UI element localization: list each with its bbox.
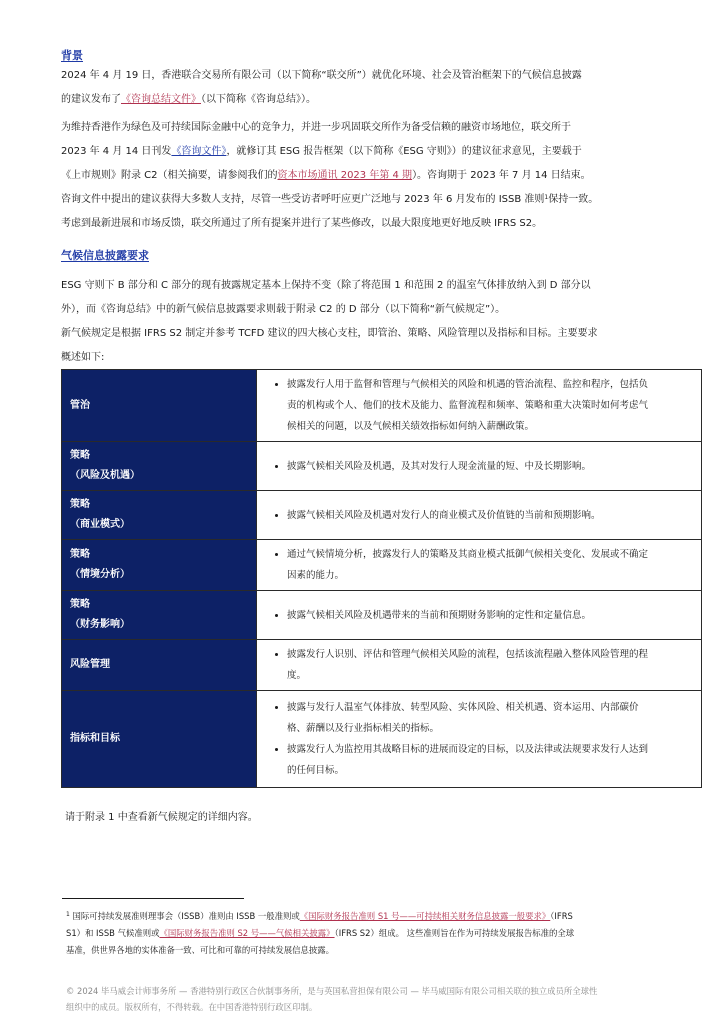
text-span: （IFRS S2）组成。 这些准则旨在作为可持续发展报告标准的全球 xyxy=(334,928,575,938)
pillar-label: 策略 xyxy=(70,450,90,461)
pillar-label-cell xyxy=(62,540,257,591)
capital-markets-newsletter-link[interactable]: 资本市场通讯 2023 年第 4 期 xyxy=(277,170,413,181)
text-line xyxy=(66,925,696,942)
requirement-text-line: 责的机构或个人、他们的技术及能力、监督流程和频率、策略和重大决策时如何考虑气 xyxy=(287,400,649,411)
requirement-text-line: 候相关的问题，以及气候相关绩效指标如何纳入薪酬政策。 xyxy=(287,421,535,432)
requirement-cell xyxy=(257,442,702,491)
pillar-label: 策略 xyxy=(70,549,90,560)
text-line: 2024 年 4 月 19 日，香港联合交易所有限公司（以下简称“联交所”）就优化环境、社会及管治框架下的气候信息披露 xyxy=(61,70,582,81)
text-span: ，就修订其 ESG 报告框架（以下简称《ESG 守则》）的建议征求意见，主要载于 xyxy=(226,146,582,157)
ifrs-s2-link[interactable]: 《国际财务报告准则 S2 号——气候相关披露》 xyxy=(159,928,335,938)
table-row xyxy=(62,442,702,491)
pillar-label-cell xyxy=(62,640,257,691)
requirement-text-line: • 披露发行人为监控用其战略目标的进展而设定的目标，以及法律或法规要求发行人达到 xyxy=(287,744,649,755)
requirement-text-line: • 披露发行人用于监督和管理与气候相关的风险和机遇的管治流程、监控和程序，包括负 xyxy=(287,379,649,390)
footnote-divider xyxy=(62,898,244,899)
requirement-cell xyxy=(257,540,702,591)
requirement-text-line: 因素的能力。 xyxy=(287,570,345,581)
text-line xyxy=(61,88,701,112)
text-line: 新气候规定是根据 IFRS S2 制定并参考 TCFD 建议的四大核心支柱，即管治、策略、风险管理以及指标和目标。主要要求 xyxy=(61,328,598,339)
table-row xyxy=(62,691,702,788)
consultation-conclusions-link[interactable]: 《咨询总结文件》 xyxy=(121,94,201,105)
requirement-cell xyxy=(257,591,702,640)
requirement-text-line: 格、薪酬以及行业指标相关的指标。 xyxy=(287,723,440,734)
list-item xyxy=(287,605,687,626)
text-span: 《上市规则》附录 C2（相关摘要，请参阅我们的 xyxy=(61,170,278,181)
text-line: ESG 守则下 B 部分和 C 部分的现有披露规定基本上保持不变（除了将范围 1 和范围 2 的温室气体排放纳入到 D 部分以 xyxy=(61,280,591,291)
text-line: 考虑到最新进展和市场反馈，联交所通过了所有提案并进行了某些修改，以最大限度地更好地反映 IFRS S2。 xyxy=(61,218,543,229)
appendix-note: 请于附录 1 中查看新气候规定的详细内容。 xyxy=(65,812,258,823)
requirement-text-line: • 披露气候相关风险及机遇，及其对发行人现金流量的短、中及长期影响。 xyxy=(287,460,592,472)
pillar-label: 管治 xyxy=(70,399,90,411)
pillar-sublabel: （风险及机遇） xyxy=(70,470,140,481)
footer-line: © 2024 毕马威会计师事务所 — 香港特别行政区合伙制事务所，是与英国私营担保有限公司 — 毕马威国际有限公司相关联的独立成员所全球性 xyxy=(66,986,598,996)
ifrs-s1-link[interactable]: 《国际财务报告准则 S1 号——可持续相关财务信息披露一般要求》 xyxy=(299,911,551,921)
text-span: S1）和 ISSB 气候准则或 xyxy=(66,928,160,938)
requirement-text-line: • 披露气候相关风险及机遇带来的当前和预期财务影响的定性和定量信息。 xyxy=(287,609,592,621)
list-item xyxy=(287,456,687,477)
text-span: 咨询文件中提出的建议获得大多数人支持，尽管一些受访者呼吁应更广泛地与 2023 年 6 月发布的 ISSB 准则 xyxy=(61,194,545,205)
text-span: 2023 年 4 月 14 日刊发 xyxy=(61,146,172,157)
text-line xyxy=(61,140,701,164)
list-item xyxy=(287,544,687,586)
requirement-list xyxy=(271,605,687,626)
climate-paragraph-2 xyxy=(61,322,701,370)
text-line: 概述如下: xyxy=(61,352,105,363)
requirement-text-line: • 通过气候情境分析，披露发行人的策略及其商业模式抵御气候相关变化、发展或不确定 xyxy=(287,549,649,560)
pillar-label-cell xyxy=(62,591,257,640)
footnote xyxy=(66,908,696,959)
text-span: ）。咨询期于 2023 年 7 月 14 日结束。 xyxy=(412,170,591,181)
pillar-sublabel: （情境分析） xyxy=(70,569,130,580)
requirement-list xyxy=(271,697,687,781)
table-row xyxy=(62,540,702,591)
requirement-list xyxy=(271,544,687,586)
requirement-list xyxy=(271,505,687,526)
requirement-text-line: • 披露气候相关风险及机遇对发行人的商业模式及价值链的当前和预期影响。 xyxy=(287,509,601,521)
text-line: 外），而《咨询总结》中的新气候信息披露要求则载于附录 C2 的 D 部分（以下简称“新气候规定”）。 xyxy=(61,304,506,315)
section-heading-background: 背景 xyxy=(61,49,83,62)
text-line: 基准，供世界各地的实体准备一致、可比和可靠的可持续发展信息披露。 xyxy=(66,945,334,955)
list-item xyxy=(287,697,687,739)
pillar-label: 策略 xyxy=(70,499,90,510)
requirement-cell xyxy=(257,640,702,691)
pillar-label-cell xyxy=(62,491,257,540)
pillar-label: 策略 xyxy=(70,599,90,610)
list-item xyxy=(287,505,687,526)
background-paragraph-2 xyxy=(61,116,701,236)
section-heading-climate: 气候信息披露要求 xyxy=(61,249,149,262)
requirement-cell xyxy=(257,691,702,788)
consultation-paper-link[interactable]: 《咨询文件》 xyxy=(171,146,227,157)
pillar-label-cell xyxy=(62,691,257,788)
text-span: 国际可持续发展准则理事会（ISSB）准则由 ISSB 一般准则或 xyxy=(72,911,300,921)
requirements-table xyxy=(61,369,702,788)
pillar-sublabel: （商业模式） xyxy=(70,519,130,530)
table-row xyxy=(62,591,702,640)
pillar-sublabel: （财务影响） xyxy=(70,619,130,630)
requirement-text-line: 的任何目标。 xyxy=(287,765,345,776)
requirement-cell xyxy=(257,491,702,540)
requirement-list xyxy=(271,374,687,437)
requirement-text-line: • 披露发行人识别、评估和管理气候相关风险的流程，包括该流程融入整体风险管理的程 xyxy=(287,649,649,660)
pillar-label: 指标和目标 xyxy=(70,733,120,744)
requirement-text-line: 度。 xyxy=(287,670,307,681)
footnote-ref[interactable]: 1 xyxy=(544,194,549,201)
footer-line: 组织中的成员。版权所有，不得转载。在中国香港特别行政区印制。 xyxy=(66,1002,318,1012)
requirement-text-line: • 披露与发行人温室气体排放、转型风险、实体风险、相关机遇、资本运用、内部碳价 xyxy=(287,702,639,713)
text-line xyxy=(66,908,696,925)
pillar-label-cell xyxy=(62,370,257,442)
table-row xyxy=(62,640,702,691)
pillar-label: 风险管理 xyxy=(70,659,110,670)
text-line xyxy=(61,188,701,212)
climate-paragraph-1 xyxy=(61,274,701,322)
text-span: （以下简称《咨询总结》）。 xyxy=(201,94,316,105)
list-item xyxy=(287,374,687,437)
requirement-cell xyxy=(257,370,702,442)
text-span: （IFRS xyxy=(550,911,573,921)
requirements-table-body xyxy=(62,370,702,788)
requirement-list xyxy=(271,456,687,477)
text-line: 为维持香港作为绿色及可持续国际金融中心的竞争力，并进一步巩固联交所作为备受信赖的融资市场地位，联交所于 xyxy=(61,122,571,133)
list-item xyxy=(287,739,687,781)
background-paragraph-1 xyxy=(61,64,701,112)
text-line xyxy=(61,164,701,188)
table-row xyxy=(62,370,702,442)
requirement-list xyxy=(271,644,687,686)
list-item xyxy=(287,644,687,686)
pillar-label-cell xyxy=(62,442,257,491)
table-row xyxy=(62,491,702,540)
page-footer xyxy=(66,983,696,1015)
text-span: 保持一致。 xyxy=(548,194,599,205)
text-span: 的建议发布了 xyxy=(61,94,121,105)
footnote-number: 1 xyxy=(66,911,70,918)
